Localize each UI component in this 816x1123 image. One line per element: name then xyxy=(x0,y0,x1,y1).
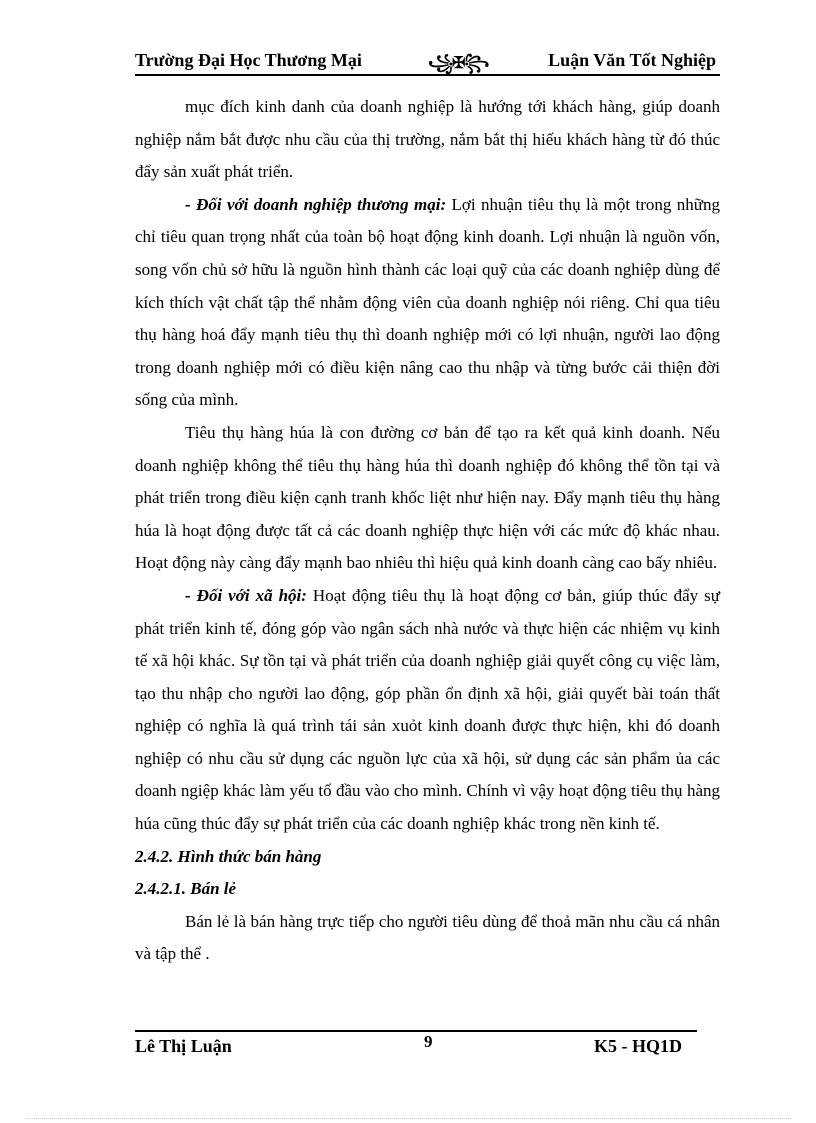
subsection-heading: 2.4.2.1. Bán lẻ xyxy=(135,879,237,899)
paragraph-2-lead: - Đối với doanh nghiệp thương mại: xyxy=(185,194,447,214)
page-number: 9 xyxy=(424,1032,433,1051)
paragraph-2-text: Lợi nhuận tiêu thụ là một trong những chỉ tiêu quan trọng nhất của toàn bộ hoạt động kinh doanh. Lợi nhuận là nguồn vốn, song vốn chủ sở hữu là nguồn hình thành các loại quỹ của các doanh nghiệp dùng để kích thích vật chất tập thể nhằm động viên của doanh nghiệp nói riêng. Chỉ qua tiêu thụ hàng hoá đẩy mạnh tiêu thụ thì doanh nghiệp mới có lợi nhuận, người lao động trong doanh nghiệp mới có điều kiện nâng cao thu nhập và từng bước cải thiện đời sống của mình. xyxy=(135,194,721,410)
header-ornament-icon: ꧁✠꧂ xyxy=(428,55,489,72)
page-header xyxy=(135,46,720,76)
document-body xyxy=(135,91,720,971)
section-heading: 2.4.2. Hình thức bán hàng xyxy=(135,846,322,866)
paragraph-4-lead: - Đối với xã hội: xyxy=(185,585,307,605)
paragraph-3 xyxy=(135,417,720,580)
header-thesis-title: Luận Văn Tốt Nghiệp xyxy=(548,50,716,70)
paragraph-2 xyxy=(135,189,720,417)
paragraph-3-text: Tiêu thụ hàng húa là con đường cơ bản để tạo ra kết quả kinh doanh. Nếu doanh nghiệp không thể tiêu thụ hàng húa thì doanh nghiệp đó không thể tồn tại và phát triển trong điều kiện cạnh tranh khốc liệt như hiện nay. Đẩy mạnh tiêu thụ hàng húa là hoạt động được tất cả các doanh nghiệp thực hiện với các mức độ khác nhau. Hoạt động này càng đẩy mạnh bao nhiêu thì hiệu quả kinh doanh càng cao bấy nhiêu. xyxy=(135,422,720,573)
footer-class: K5 - HQ1D xyxy=(594,1036,682,1056)
footer-author: Lê Thị Luận xyxy=(135,1036,232,1056)
header-university: Trường Đại Học Thương Mại xyxy=(135,50,362,70)
paragraph-1-text: mục đích kinh danh của doanh nghiệp là hướng tới khách hàng, giúp doanh nghiệp nắm bắt được nhu cầu của thị trường, nắm bắt thị hiếu khách hàng từ đó thúc đẩy sản xuất phát triển. xyxy=(135,97,720,182)
paragraph-4-text: Hoạt động tiêu thụ là hoạt động cơ bản, giúp thúc đẩy sự phát triển kinh tế, đóng góp vào ngân sách nhà nước và thực hiện các nhiệm vụ kinh tế xã hội khác. Sự tồn tại và phát triển của doanh nghiệp giải quyết công cụ việc làm, tạo thu nhập cho người lao động, góp phần ổn định xã hội, giải quyết bài toán thất nghiệp có nghĩa là quá trình tái sản xuỏt kinh doanh được thực hiện, khi đó doanh nghiệp có nhu cầu sử dụng các nguồn lực của xã hội, sử dụng các sản phẩm ủa các doanh ngiệp khác làm yếu tố đầu vào cho mình. Chính vì vậy hoạt động tiêu thụ hàng húa cũng thúc đẩy sự phát triển của các doanh nghiệp khác trong nền kinh tế. xyxy=(135,585,720,834)
footer-divider xyxy=(135,1030,697,1032)
paragraph-1 xyxy=(135,91,720,189)
paragraph-5: Bán lẻ là bán hàng trực tiếp cho người tiêu dùng để thoả mãn nhu cầu cá nhân và tập thể . xyxy=(135,911,720,964)
page-bottom-divider xyxy=(25,1118,791,1119)
paragraph-4 xyxy=(135,580,720,841)
